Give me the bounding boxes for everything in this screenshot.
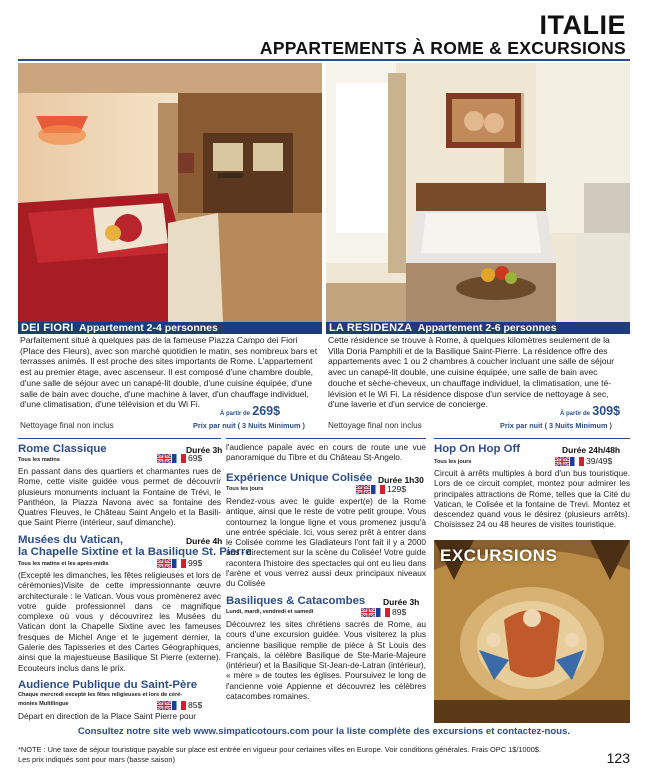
excursion-title: Rome Classique bbox=[18, 443, 107, 455]
column1-rule bbox=[18, 438, 221, 439]
la-residenza-capacity: Appartement 2-6 personnes bbox=[417, 322, 557, 334]
excursion-price bbox=[157, 700, 202, 710]
excursions-banner-image bbox=[434, 540, 630, 723]
excursion-price bbox=[157, 453, 202, 463]
page-subtitle: APPARTEMENTS À ROME & EXCURSIONS bbox=[259, 38, 626, 58]
excursion-days: Tous les jours bbox=[434, 459, 472, 465]
excursion-title: la Chapelle Sixtine et la Basilique St. Pierre bbox=[18, 546, 252, 558]
la-residenza-photo bbox=[326, 63, 630, 322]
france-flag-icon bbox=[172, 559, 186, 568]
excursion-title: Musées du Vatican, bbox=[18, 534, 124, 546]
france-flag-icon bbox=[376, 608, 390, 617]
excursion-duration: Durée 24h/48h bbox=[562, 445, 621, 455]
footer-note bbox=[18, 745, 598, 764]
dei-fiori-per-night: Prix par nuit ( 3 Nuits Minimum ) bbox=[193, 421, 305, 430]
excursion-description-continued: l'audience papale avec en cours de route une vue panoramique du Tibre et du Château St-Angelo. bbox=[226, 442, 426, 463]
excursion-title: Hop On Hop Off bbox=[434, 443, 521, 455]
france-flag-icon bbox=[570, 457, 584, 466]
la-residenza-price-prefix: À partir de bbox=[560, 411, 591, 417]
excursion-price bbox=[157, 558, 202, 568]
excursion-title: Audience Publique du Saint-Père bbox=[18, 679, 198, 691]
la-residenza-title-bar bbox=[326, 322, 630, 334]
footer-website-link[interactable]: Consultez notre site web www.simpaticotours.com pour la liste complète des excursions et contactez-nous. bbox=[77, 726, 571, 737]
excursion-price-value: 85$ bbox=[188, 700, 203, 710]
excursion-description: En passant dans des quartiers et charmantes rues de Rome, cette visite guidée vous permet de découvrir plusieurs monuments incluant la Fontaine de Trévi, le Panthéon, la Piazza Navona avec sa fontaine des Quatres Fleuves, le Château Saint Angelo et la Basilique Saint Pierre (intérieur, sauf dimanche). bbox=[18, 466, 221, 528]
dei-fiori-price bbox=[220, 404, 280, 418]
excursion-description: Découvrez les sites chrétiens sacrés de Rome, au cours d'une excursion guidée. Vous visiterez la plus ancienne basilique remplie de pièce à St Louis des Français, la célèbre Basilique de Ste-Marie-Majeure (intérieur) et la Basilique St-Jean-de-Latran (intérieur), « mère » de toutes les églises. Poursuivez le long de l'ancienne voie Appienne et découvrez les célèbres catacombes romaines. bbox=[226, 619, 426, 702]
excursion-price-value: 69$ bbox=[188, 453, 203, 463]
dei-fiori-price-prefix: À partir de bbox=[220, 411, 251, 417]
excursion-price-value: 39/49$ bbox=[586, 456, 613, 466]
la-residenza-price-value: 309$ bbox=[592, 404, 621, 418]
column2-rule bbox=[226, 438, 426, 439]
excursion-price-value: 99$ bbox=[188, 558, 203, 568]
excursion-duration: Durée 1h30 bbox=[378, 475, 424, 485]
dei-fiori-capacity: Appartement 2-4 personnes bbox=[78, 322, 218, 334]
uk-flag-icon bbox=[157, 454, 171, 463]
la-residenza-price bbox=[560, 404, 620, 418]
excursion-price bbox=[361, 607, 406, 617]
excursion-duration: Durée 3h bbox=[186, 445, 223, 455]
excursion-days: Chaque mercredi excepté les fêtes religieuses et lors de céré- bbox=[18, 692, 183, 698]
france-flag-icon bbox=[172, 454, 186, 463]
excursion-days: Lundi, mardi, vendredi et samedi bbox=[226, 609, 314, 615]
excursion-duration: Durée 4h bbox=[186, 536, 223, 546]
column3-rule bbox=[434, 438, 630, 439]
excursion-days: monies Multilingue bbox=[18, 701, 69, 707]
excursion-description: Départ en direction de la Place Saint Pierre pour bbox=[18, 711, 197, 721]
excursion-title: Basiliques & Catacombes bbox=[226, 595, 366, 607]
la-residenza-cleaning: Nettoyage final non inclus bbox=[328, 421, 422, 430]
uk-flag-icon bbox=[157, 559, 171, 568]
la-residenza-name: LA RESIDENZA bbox=[329, 322, 413, 334]
dei-fiori-title-bar bbox=[18, 322, 322, 334]
excursion-days: Tous les matins et les après-midis bbox=[18, 561, 109, 567]
la-residenza-per-night: Prix par nuit ( 3 Nuits Minimum ) bbox=[500, 421, 612, 430]
france-flag-icon bbox=[371, 485, 385, 494]
excursion-days: Tous les jours bbox=[226, 486, 264, 492]
excursion-title: Expérience Unique Colisée bbox=[226, 472, 373, 484]
uk-flag-icon bbox=[555, 457, 569, 466]
uk-flag-icon bbox=[356, 485, 370, 494]
excursion-description: Rendez-vous avec le guide expert(e) de la Rome antique, ainsi que le reste de votre petit groupe. Vous contournez la longue ligne et vous promenez jusqu'à une entrée spéciale. Ici, vous serez prêt à entrer dans le Colisée comme les Gladiateurs l'ont fait il y a 2000 ans - directement sur la scène du Colisée! Votre guide racontera l'histoire des spectacles qui ont eu lieu dans l'arène et vous verrez aussi deux principaux niveaux du Colisée bbox=[226, 496, 426, 589]
excursion-price-value: 129$ bbox=[387, 484, 407, 494]
excursion-days: Tous les matins bbox=[18, 457, 60, 463]
page-country-title: ITALIE bbox=[539, 10, 626, 40]
dei-fiori-cleaning: Nettoyage final non inclus bbox=[20, 421, 114, 430]
excursions-banner-label: EXCURSIONS bbox=[440, 546, 558, 565]
dei-fiori-photo bbox=[18, 63, 322, 322]
dei-fiori-name: DEI FIORI bbox=[21, 322, 74, 334]
excursion-price bbox=[356, 484, 406, 494]
page-number: 123 bbox=[606, 750, 630, 766]
la-residenza-description: Cette résidence se trouve à Rome, à quelques kilomètres seulement de la Villa Doria Pamphili et de la Basilique Saint-Pierre. La résidence offre des appartements avec 1 ou 2 chambres à coucher incluant une salle de séjour avec un canapé-lit double, une cuisine équipée, une salle de bain avec douche et sèche-cheveux, un chauffage individuel, la climatisation, une télévision et le Wi Fi. La résidence dispose d'un service de nettoyage à sec, d'une laverie et d'un service de concierge. bbox=[328, 335, 615, 410]
excursion-description: (Excepté les dimanches, les fêtes religieuses et lors de cérémonies)Visite de cette impressionnante œuvre architecturale : le Vatican. Vous vous promènerez avec votre guide professionnel dans ce magnifique complexe où vous y découvrirez les Musées du Vatican dont la Chapelle Sixtine avec les fameuses fresques de Michel Ange et le jugement dernier, la Galerie des Tapisseries et des Cartes Géographiques, ainsi que la majestueuse Basilique St Pierre (externe). Ecouteurs inclus dans le prix. bbox=[18, 570, 221, 673]
excursion-price-value: 89$ bbox=[392, 607, 407, 617]
france-flag-icon bbox=[172, 701, 186, 710]
dei-fiori-description: Parfaitement situé à quelques pas de la fameuse Piazza Campo dei Fiori (Place des Fleurs), avec son marché quotidien le matin, ses nombreux bars et terrasses animés. Il est proche des sites importants de Rome. L'appartement est au premier étage, avec ascenseur. Il est composé d'une chambre double, d'une salle de séjour avec un canapé-lit double, d'une cuisine équipée, d'une salle de bain avec douche, d'une machine à laver, d'un chauffage individuel, d'une climatisation, d'une télévision et du Wi Fi. bbox=[20, 335, 318, 410]
excursion-duration: Durée 3h bbox=[383, 597, 420, 607]
header-rule bbox=[18, 59, 630, 61]
excursion-description: Circuit à arrêts multiples à bord d'un bus touristique. Lors de ce circuit complet, montez pour admirer les principales attractions de Rome, telles que la Cité du Vatican, le Colisée et la fontaine de Trevi. Montez et descendez quand vous le désirez (plusieurs arrêts). Choisissez 24 ou 48 heures de visites touristique. bbox=[434, 468, 630, 530]
excursion-price bbox=[555, 456, 612, 466]
uk-flag-icon bbox=[361, 608, 375, 617]
footer-note-line: *NOTE : Une taxe de séjour touristique payable sur place est entrée en vigueur pour certaines villes en Europe. Voir conditions générales. Frais OPC 1$/1000$. bbox=[18, 745, 541, 754]
uk-flag-icon bbox=[157, 701, 171, 710]
dei-fiori-price-value: 269$ bbox=[252, 404, 281, 418]
footer-note-line: Les prix indiqués sont pour mars (basse saison) bbox=[18, 754, 175, 764]
